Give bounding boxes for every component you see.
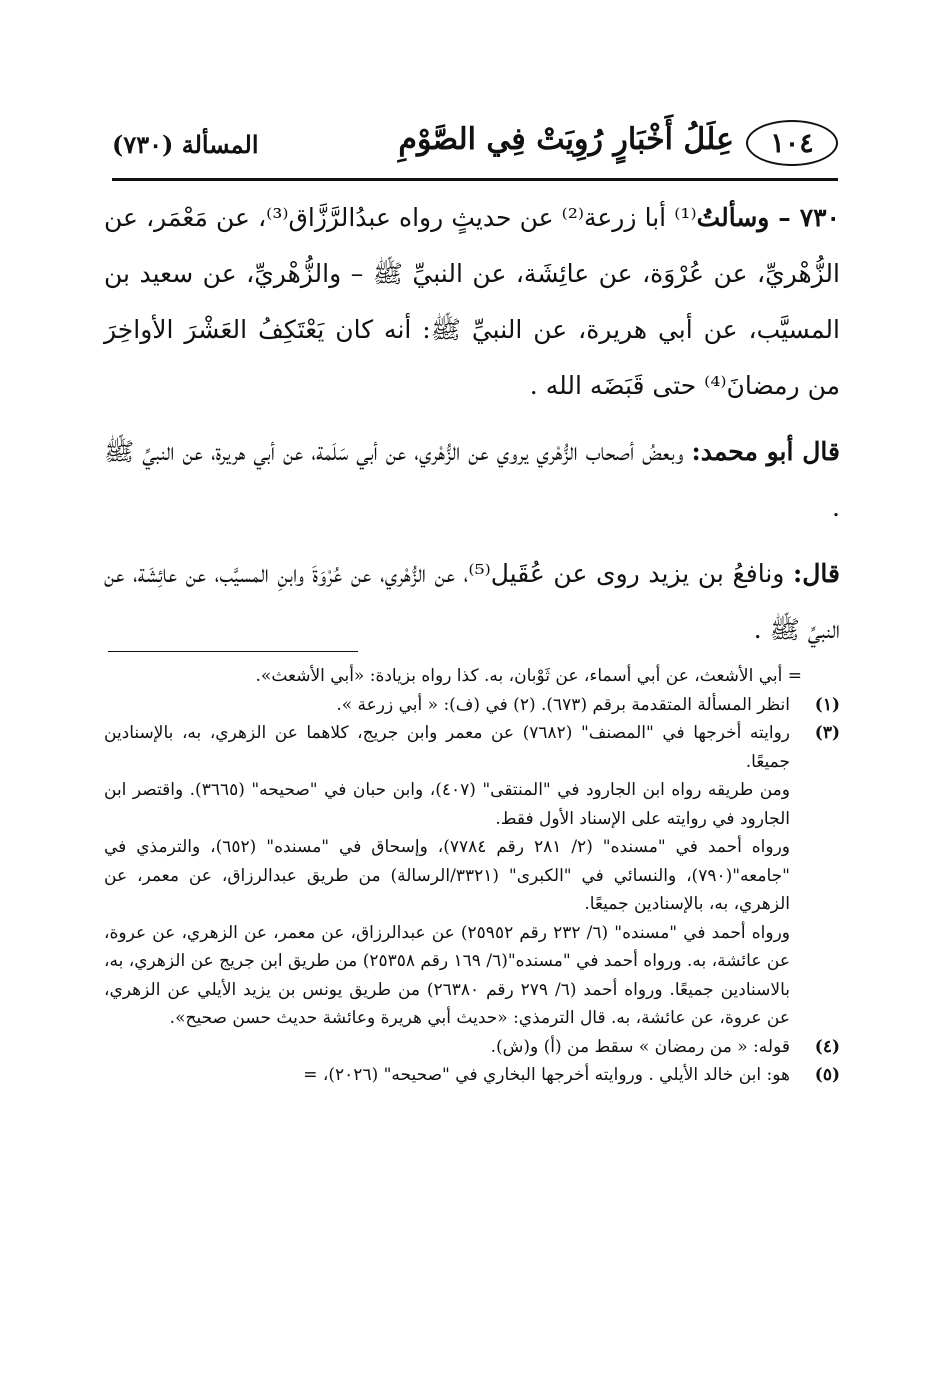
main-text <box>104 190 840 658</box>
footnote-3-continuation: ورواه أحمد في "مسنده" (٦/ ٢٣٢ رقم ٢٥٩٥٢) عن عبدالرزاق، عن معمر، عن الزهري، عن عروة، عن عائشة، به. ورواه أحمد في "مسنده"(٦/ ١٦٩ رقم ٢٥٣٥٨) من طريق ابن جريج عن الزهري، به، بالاسنادين جميعًا. ورواه أحمد (٦/ ٢٧٩ رقم ٢٦٣٨٠) من طريق يونس بن يزيد الأيلي عن الزهري، عن عروة، عن عائشة، به. قال الترمذي: «حديث أبي هريرة وعائشة حديث حسن صحيح». <box>104 922 791 1028</box>
paragraph-abu-muhammad <box>104 424 840 536</box>
paragraph-lead: قال أبو محمد: <box>691 437 840 466</box>
footnote-separator <box>108 651 358 652</box>
page-header <box>112 118 838 182</box>
footnote-number: (٣) <box>814 723 840 743</box>
paragraph-lead: قال: <box>793 559 840 588</box>
footnote-text: قوله: « من رمضان » سقط من (أ) و(ش). <box>490 1036 790 1057</box>
footnote-text: انظر المسألة المتقدمة برقم (٦٧٣). (٢) في (ف): « أبي زرعة ». <box>336 694 790 715</box>
book-title: عِلَلُ أَخْبَارٍ رُوِيَتْ فِي الصَّوْمِ <box>398 122 734 157</box>
footnote-3 <box>104 719 840 776</box>
paragraph-text: ونافعُ بن يزيد روى عن عُقَيل⁽⁵⁾، عن الزُّهْري، عن عُرْوَةَ وابنِ المسيَّب، عن عائِشَة، عن النبيِّ ﷺ . <box>104 559 840 644</box>
footnote-3-continuation: ورواه أحمد في "مسنده" (٢/ ٢٨١ رقم ٧٧٨٤)، وإسحاق في "مسنده" (٦٥٢)، والترمذي في "جامعه"(٧٩٠)، والنسائي في "الكبرى" (٣٣٢١/الرسالة) من طريق عبدالرزاق، عن معمر، عن الزهري، به، بالإسنادين جميعًا. <box>104 837 790 914</box>
paragraph-qala <box>104 546 840 658</box>
footnote-number: (٤) <box>814 1036 840 1057</box>
footnote-1-2 <box>104 691 840 720</box>
footnote-3-continuation: ومن طريقه رواه ابن الجارود في "المنتقى" (٤٠٧)، وابن حبان في "صحيحه" (٣٦٦٥). واقتصر ابن الجارود في روايته على الإسناد الأول فقط. <box>104 780 790 829</box>
footnote-carryover: = أبي الأشعث، عن أبي أسماء، عن ثَوْبان، به. كذا رواه بزيادة: «أبي الأشعث». <box>255 666 802 686</box>
footnote-4 <box>104 1033 840 1062</box>
paragraph-text: ⁽¹⁾ أبا زرعة⁽²⁾ عن حديثٍ رواه عبدُالرَّزَّاق⁽³⁾، عن مَعْمَر، عن الزُّهْريِّ، عن عُرْوَة، عن عائِشَة، عن النبيِّ ﷺ – والزُّهْريِّ، عن سعيد بن المسيَّب، عن أبي هريرة، عن النبيِّ ﷺ: أنه كان يَعْتَكِفُ العَشْرَ الأواخِرَ من رمضانَ⁽⁴⁾ حتى قَبَضَه الله . <box>104 203 840 400</box>
footnote-number: (١) <box>814 694 840 715</box>
paragraph-text: وبعضُ أصحاب الزُّهْري يروي عن الزُّهْري، عن أبي سَلَمة، عن أبي هريرة، عن النبيِّ ﷺ . <box>104 437 840 522</box>
footnote-text: هو: ابن خالد الأيلي . وروايته أخرجها البخاري في "صحيحه" (٢٠٢٦)، = <box>303 1065 790 1085</box>
paragraph-lead: ٧٣٠ – وسألتُ <box>696 203 840 232</box>
page-number: ١٠٤ <box>746 120 838 166</box>
paragraph-question <box>104 190 840 414</box>
footnotes <box>104 662 840 1090</box>
issue-label: المسألة (٧٣٠) <box>112 130 259 159</box>
header-rule <box>112 178 838 181</box>
footnote-number: (٥) <box>814 1065 840 1085</box>
footnote-5 <box>104 1061 840 1090</box>
footnote-text: روايته أخرجها في "المصنف" (٧٦٨٢) عن معمر وابن جريج، كلاهما عن الزهري، به، بالإسنادين جميعًا. <box>104 723 790 772</box>
